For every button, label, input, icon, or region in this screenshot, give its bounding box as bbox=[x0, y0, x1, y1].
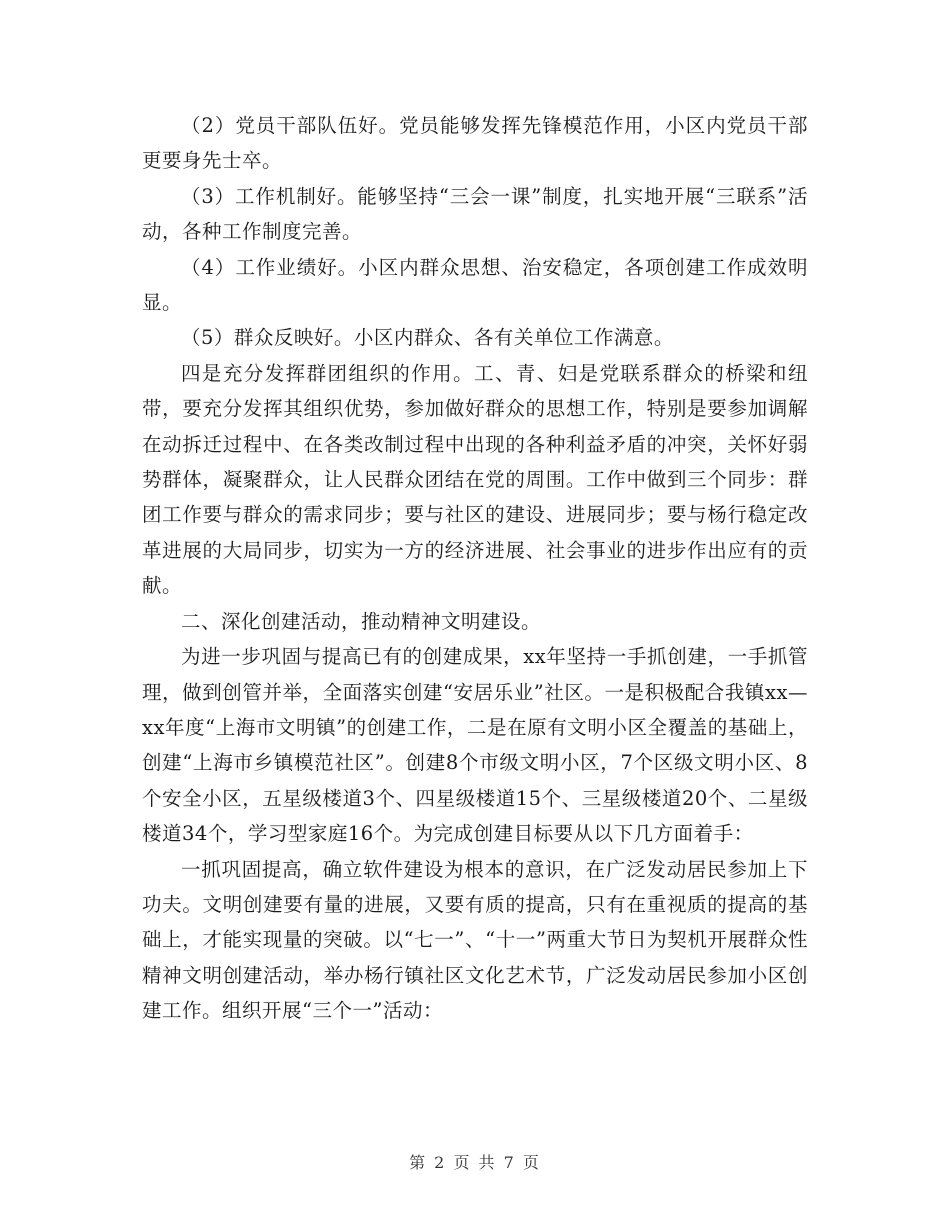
page-number-footer: 第 2 页 共 7 页 bbox=[409, 1153, 541, 1172]
paragraph-item-2: （2）党员干部队伍好。党员能够发挥先锋模范作用，小区内党员干部更要身先士卒。 bbox=[142, 114, 808, 173]
section-heading: 二、深化创建活动，推动精神文明建设。 bbox=[181, 609, 542, 633]
paragraph-item-3: （3）工作机制好。能够坚持“三会一课”制度，扎实地开展“三联系”活动，各种工作制度完善。 bbox=[142, 184, 808, 244]
paragraph-creation-goals: 为进一步巩固与提高已有的创建成果，xx年坚持一手抓创建，一手抓管理，做到创管并举，全面落实创建“安居乐业”社区。一是积极配合我镇xx—xx年度“上海市文明镇”的创建工作，二是在原有文明小区全覆盖的基础上，创建“上海市乡镇模范社区”。创建8个市级文明小区，7个区级文明小区、8个安全小区，五星级楼道3个、四星级楼道15个、三星级楼道20个、二星级楼道34个，学习型家庭16个。为完成创建目标要从以下几方面着手： bbox=[142, 645, 808, 846]
paragraph-consolidation: 一抓巩固提高，确立软件建设为根本的意识，在广泛发动居民参加上下功夫。文明创建要有量的进展，又要有质的提高，只有在重视质的提高的基础上，才能实现量的突破。以“七一”、“十一”两重大节日为契机开展群众性精神文明创建活动，举办杨行镇社区文化艺术节，广泛发动居民参加小区创建工作。组织开展“三个一”活动： bbox=[142, 857, 808, 1023]
document-body bbox=[142, 108, 808, 1029]
paragraph-item-4: （4）工作业绩好。小区内群众思想、治安稳定，各项创建工作成效明显。 bbox=[142, 255, 808, 315]
paragraph-mass-organizations: 四是充分发挥群团组织的作用。工、青、妇是党联系群众的桥梁和纽带，要充分发挥其组织优势，参加做好群众的思想工作，特别是要参加调解在动拆迁过程中、在各类改制过程中出现的各种利益矛盾的冲突，关怀好弱势群体，凝聚群众，让人民群众团结在党的周围。工作中做到三个同步：群团工作要与群众的需求同步；要与社区的建设、进展同步；要与杨行稳定改革进展的大局同步，切实为一方的经济进展、社会事业的进步作出应有的贡献。 bbox=[142, 361, 808, 598]
paragraph-item-5: （5）群众反映好。小区内群众、各有关单位工作满意。 bbox=[181, 326, 674, 350]
